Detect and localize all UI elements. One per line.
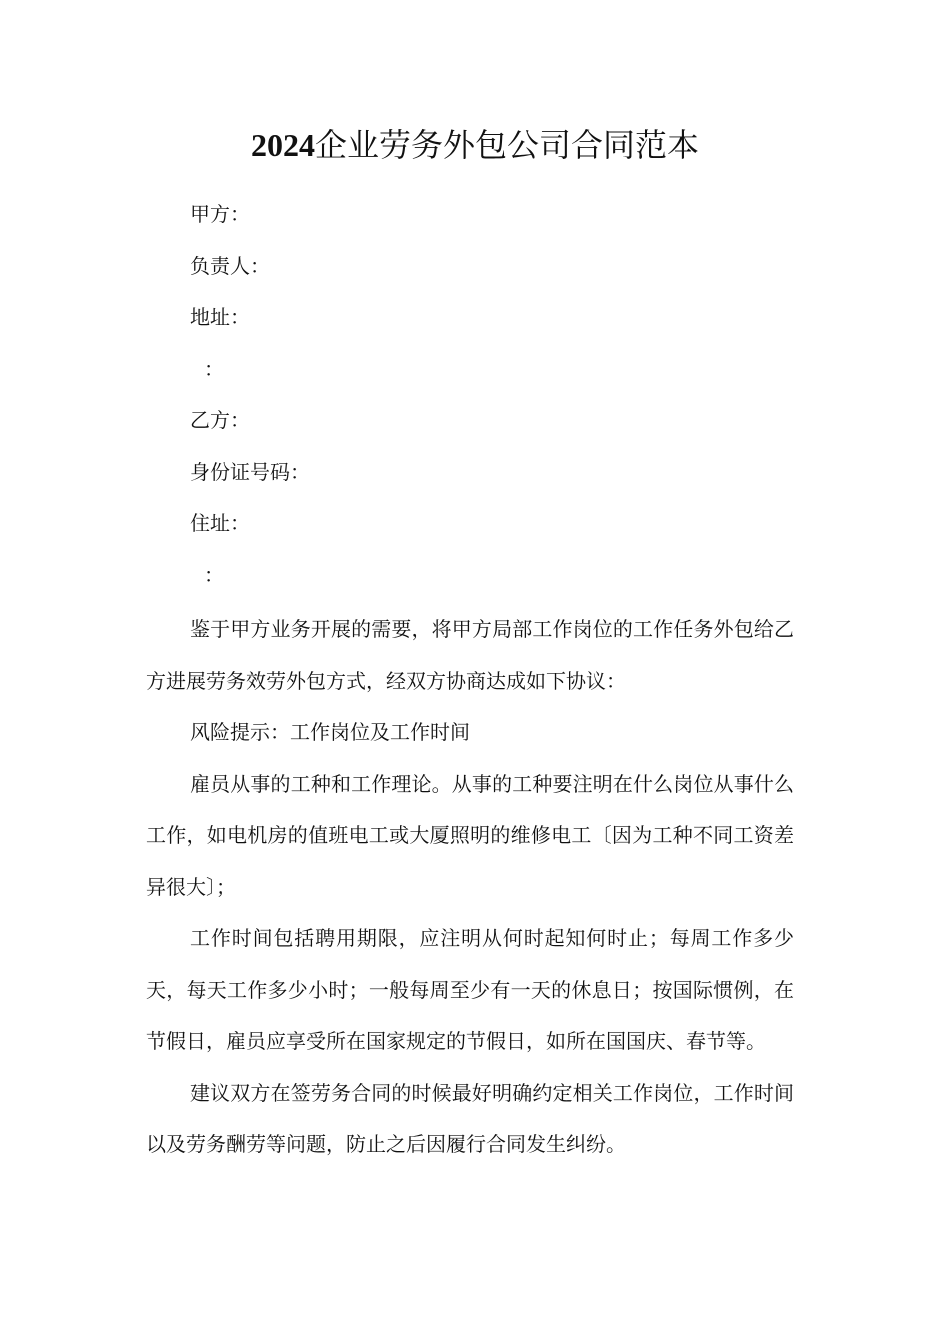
field-party-a: 甲方：: [190, 202, 250, 226]
title-year: 2024: [250, 127, 315, 163]
field-party-b: 乙方：: [190, 408, 250, 432]
contract-body: [146, 604, 794, 1171]
paragraph-working-time: 工作时间包括聘用期限，应注明从何时起知何时止；每周工作多少天，每天工作多少小时；一般每周至少有一天的休息日；按国际惯例，在节假日，雇员应享受所在国家规定的节假日，如所在国国庆、春节等。: [146, 926, 794, 1053]
party-fields: [190, 193, 790, 605]
paragraph-preamble: 鉴于甲方业务开展的需要，将甲方局部工作岗位的工作任务外包给乙方进展劳务效劳外包方式，经双方协商达成如下协议：: [146, 617, 794, 693]
paragraph-risk-notice: 风险提示：工作岗位及工作时间: [190, 720, 470, 744]
field-blank-colon-a: ：: [204, 356, 224, 381]
field-blank-colon-b: ：: [204, 562, 224, 587]
paragraph-job-type: 雇员从事的工种和工作理论。从事的工种要注明在什么岗位从事什么工作，如电机房的值班电工或大厦照明的维修电工〔因为工种不同工资差异很大〕；: [146, 771, 794, 899]
field-address: 地址：: [190, 305, 250, 329]
paragraph-suggestion: 建议双方在签劳务合同的时候最好明确约定相关工作岗位，工作时间以及劳务酬劳等问题，防止之后因履行合同发生纠纷。: [146, 1080, 794, 1156]
document-title: [0, 120, 950, 170]
title-text: 企业劳务外包公司合同范本: [314, 126, 699, 164]
field-responsible-person: 负责人：: [190, 253, 270, 278]
field-id-number: 身份证号码：: [190, 459, 310, 484]
field-residence: 住址：: [190, 511, 250, 535]
